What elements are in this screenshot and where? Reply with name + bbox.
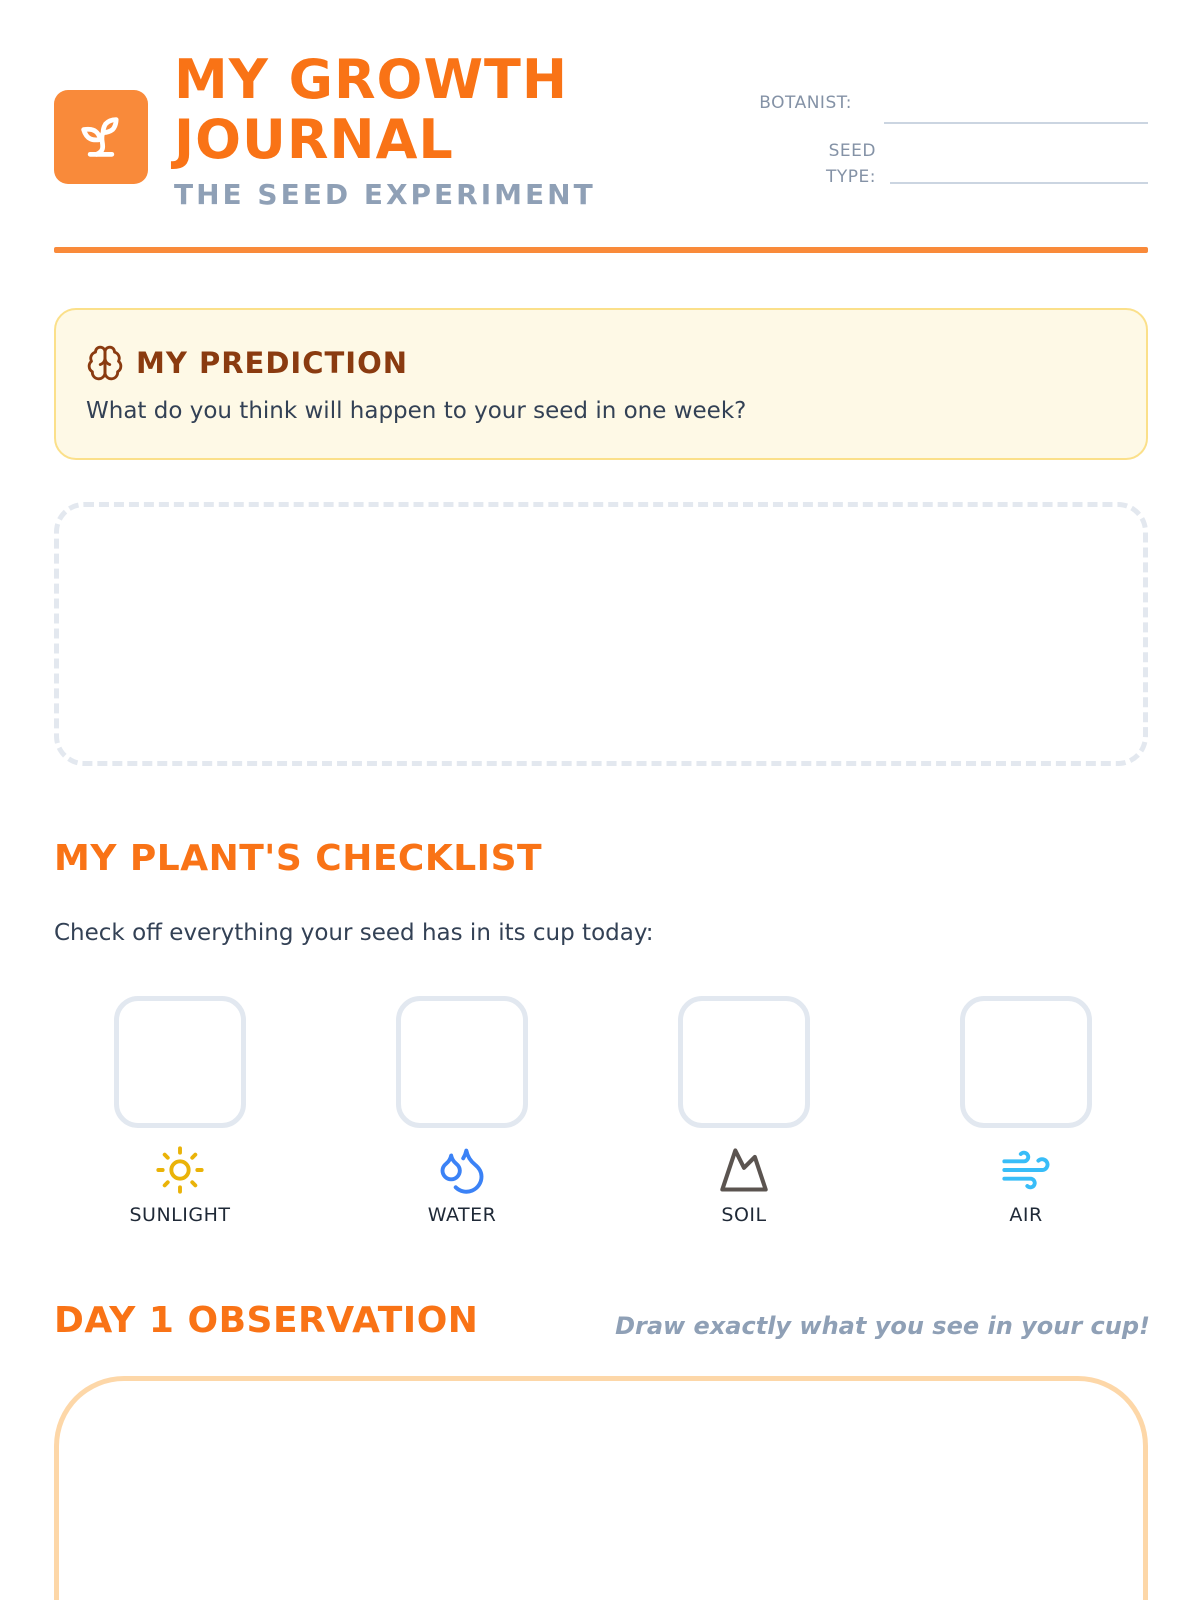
mountain-icon [718, 1144, 770, 1196]
sunlight-checkbox[interactable] [114, 996, 246, 1128]
sun-icon [154, 1144, 206, 1196]
checklist-title: MY PLANT'S CHECKLIST [54, 838, 543, 879]
checklist-item-sunlight [80, 996, 280, 1236]
prediction-title: MY PREDICTION [136, 346, 408, 380]
droplets-icon [436, 1144, 488, 1196]
air-label: AIR [1009, 1204, 1043, 1226]
botanist-label: BOTANIST: [759, 93, 852, 113]
header-divider [54, 247, 1148, 253]
brain-icon [86, 344, 124, 382]
observation-drawing-area[interactable] [54, 1376, 1148, 1600]
soil-checkbox[interactable] [678, 996, 810, 1128]
checklist-instructions: Check off everything your seed has in its cup today: [54, 920, 654, 946]
prediction-answer-box[interactable] [54, 502, 1148, 766]
observation-title: DAY 1 OBSERVATION [54, 1300, 479, 1341]
logo-badge [54, 90, 148, 184]
water-label: WATER [427, 1204, 497, 1226]
botanist-field[interactable] [884, 122, 1148, 124]
prediction-heading [86, 344, 408, 382]
observation-hint: Draw exactly what you see in your cup! [615, 1312, 1150, 1340]
seed-type-label: SEED TYPE: [826, 141, 876, 187]
sunlight-label: SUNLIGHT [129, 1204, 231, 1226]
checklist-item-water [362, 996, 562, 1236]
sprout-icon [75, 111, 127, 163]
prediction-question: What do you think will happen to your seed in one week? [86, 398, 747, 424]
air-checkbox[interactable] [960, 996, 1092, 1128]
checklist-item-soil [644, 996, 844, 1236]
soil-label: SOIL [721, 1204, 767, 1226]
wind-icon [1000, 1144, 1052, 1196]
prediction-callout [54, 308, 1148, 460]
water-checkbox[interactable] [396, 996, 528, 1128]
page-subtitle: THE SEED EXPERIMENT [174, 178, 596, 211]
page-title: MY GROWTH JOURNAL [174, 48, 569, 171]
checklist-item-air [926, 996, 1126, 1236]
seed-type-field[interactable] [890, 182, 1148, 184]
